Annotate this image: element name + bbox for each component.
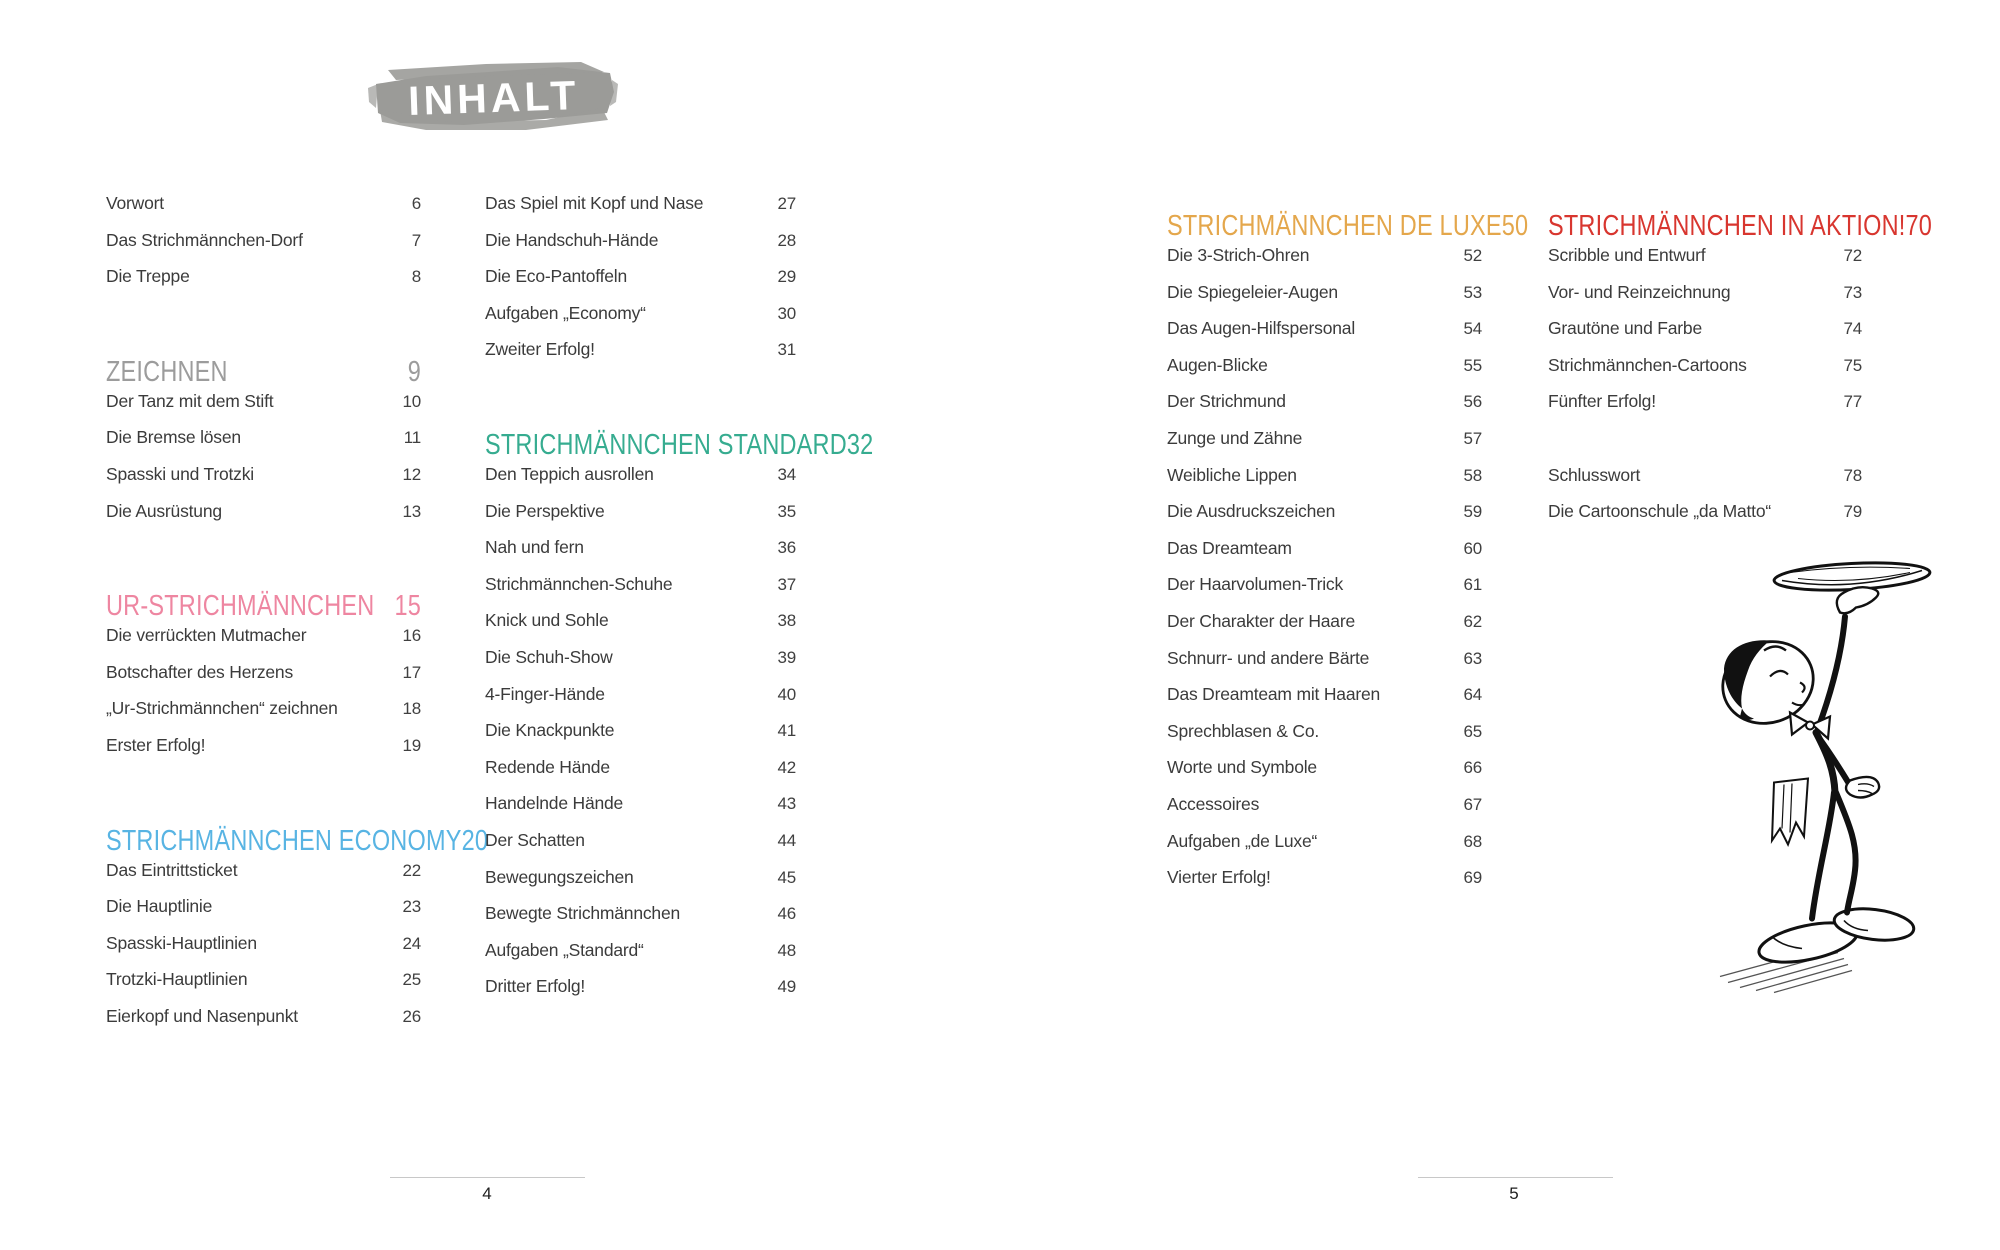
toc-entry-row [1548, 282, 1862, 319]
entry-title: Das Strichmännchen-Dorf [106, 229, 303, 250]
toc-entry-row [485, 684, 796, 721]
toc-section-heading [1167, 185, 1529, 248]
entry-title: Vierter Erfolg! [1167, 867, 1271, 888]
page-ref: 10 [402, 391, 421, 411]
page-ref: 24 [402, 933, 421, 953]
entry-title: Fünfter Erfolg! [1548, 391, 1656, 412]
toc-entry-row [1167, 611, 1482, 648]
page-ref: 6 [411, 194, 421, 213]
toc-entry-row [1548, 318, 1862, 355]
left-footer-rule [390, 1177, 585, 1178]
entry-title: Aufgaben „Economy“ [485, 302, 646, 323]
page-ref: 16 [402, 626, 421, 646]
page-ref: 40 [777, 684, 796, 704]
section-title: STRICHMÄNNCHEN DE LUXE [1167, 209, 1502, 241]
entry-title: Die Treppe [106, 266, 190, 287]
toc-column-4 [1548, 193, 1933, 538]
toc-entry-row [485, 464, 796, 501]
page-ref: 19 [402, 735, 421, 755]
entry-title: Augen-Blicke [1167, 354, 1268, 375]
left-page-number: 4 [482, 1184, 492, 1203]
page-ref: 43 [777, 794, 796, 814]
entry-title: Vor- und Reinzeichnung [1548, 281, 1731, 302]
entry-title: Trotzki-Hauptlinien [106, 969, 248, 990]
toc-entry-row [1167, 538, 1482, 575]
page-ref: 78 [1843, 465, 1862, 485]
toc-entry-row [106, 860, 421, 897]
entry-title: Botschafter des Herzens [106, 661, 294, 682]
toc-entry-row [1167, 391, 1482, 428]
toc-entry-row [1167, 794, 1482, 831]
toc-entry-row [1167, 355, 1482, 392]
toc-entry-row [106, 735, 421, 772]
page-ref: 61 [1463, 575, 1482, 595]
page-ref: 48 [777, 940, 796, 960]
page-ref: 39 [777, 647, 796, 667]
entry-title: Zunge und Zähne [1167, 427, 1303, 448]
entry-title: Weibliche Lippen [1167, 464, 1297, 485]
toc-entry-row [485, 903, 796, 940]
page-ref: 49 [777, 977, 796, 997]
entry-title: Das Eintrittsticket [106, 859, 238, 880]
section-title: UR-STRICHMÄNNCHEN [106, 589, 375, 622]
toc-entry-row [106, 625, 421, 662]
toc-entry-row [106, 464, 421, 501]
entry-title: Vorwort [106, 193, 164, 213]
page-ref: 73 [1843, 282, 1862, 302]
page-ref: 52 [1463, 246, 1482, 265]
toc-entry-row [485, 193, 796, 230]
page-ref: 34 [777, 464, 796, 484]
brush-stroke-icon [366, 50, 620, 138]
entry-title: Der Haarvolumen-Trick [1167, 574, 1344, 595]
entry-title: Accessoires [1167, 793, 1260, 814]
entry-title: Knick und Sohle [485, 610, 609, 631]
page-ref: 69 [1463, 868, 1482, 888]
page-ref: 30 [777, 303, 796, 323]
page-ref: 59 [1463, 502, 1482, 522]
entry-title: Den Teppich ausrollen [485, 463, 654, 484]
entry-title: Nah und fern [485, 537, 584, 558]
entry-title: Die Spiegeleier-Augen [1167, 281, 1338, 302]
page-ref: 50 [1501, 209, 1529, 241]
entry-title: Das Dreamteam mit Haaren [1167, 684, 1381, 705]
entry-title: Bewegungszeichen [485, 866, 634, 887]
entry-title: 4-Finger-Hände [485, 683, 605, 704]
toc-entry-row [1167, 318, 1482, 355]
page-ref: 44 [777, 830, 796, 850]
entry-title: Die Cartoonschule „da Matto“ [1548, 501, 1771, 522]
page-ref: 79 [1843, 502, 1862, 522]
toc-entry-row [485, 976, 796, 1013]
entry-title: Der Tanz mit dem Stift [106, 390, 274, 411]
page-ref: 56 [1463, 392, 1482, 412]
toc-column-2 [485, 193, 874, 1013]
toc-entry-row [1167, 831, 1482, 868]
page-ref: 53 [1463, 282, 1482, 302]
entry-title: Bewegte Strichmännchen [485, 903, 681, 924]
entry-title: Die Ausrüstung [106, 500, 222, 521]
toc-entry-row [1167, 684, 1482, 721]
entry-title: Strichmännchen-Schuhe [485, 573, 673, 594]
entry-title: Die Hauptlinie [106, 896, 213, 917]
entry-title: Das Spiel mit Kopf und Nase [485, 193, 704, 213]
entry-title: Das Dreamteam [1167, 537, 1292, 558]
toc-entry-row [106, 662, 421, 699]
page-ref: 38 [777, 611, 796, 631]
page-ref: 31 [777, 340, 796, 360]
page-ref: 12 [402, 464, 421, 484]
toc-entry-row [485, 230, 796, 267]
entry-title: Sprechblasen & Co. [1167, 720, 1320, 741]
entry-title: Strichmännchen-Cartoons [1548, 354, 1747, 375]
toc-entry-row [485, 793, 796, 830]
toc-column-3 [1167, 193, 1529, 904]
entry-title: Der Schatten [485, 829, 585, 850]
entry-title: Aufgaben „de Luxe“ [1167, 830, 1318, 851]
entry-title: Aufgaben „Standard“ [485, 939, 644, 960]
toc-entry-row [1167, 245, 1482, 282]
right-page-number: 5 [1509, 1184, 1519, 1203]
entry-title: Die Perspektive [485, 500, 605, 521]
page-ref: 17 [402, 662, 421, 682]
page-ref: 62 [1463, 611, 1482, 631]
entry-title: Schlusswort [1548, 464, 1641, 485]
entry-title: Die Knackpunkte [485, 720, 615, 741]
entry-title: Die Eco-Pantoffeln [485, 266, 627, 287]
toc-entry-row [485, 940, 796, 977]
entry-title: Scribble und Entwurf [1548, 245, 1706, 265]
section-title: STRICHMÄNNCHEN STANDARD [485, 428, 847, 460]
page-ref: 32 [846, 428, 874, 460]
toc-entry-row [1167, 282, 1482, 319]
page-ref: 63 [1463, 648, 1482, 668]
entry-title: Die verrückten Mutmacher [106, 625, 307, 646]
toc-entry-row [106, 391, 421, 428]
page-ref: 72 [1843, 246, 1862, 265]
toc-entry-row [1548, 501, 1862, 538]
entry-title: Eierkopf und Nasenpunkt [106, 1005, 298, 1026]
page-ref: 77 [1843, 392, 1862, 412]
entry-title: „Ur-Strichmännchen“ zeichnen [106, 698, 338, 719]
toc-entry-row [1167, 721, 1482, 758]
page-ref: 75 [1843, 355, 1862, 375]
toc-entry-row [106, 896, 421, 933]
entry-title: Handelnde Hände [485, 793, 624, 814]
toc-entry-row [1548, 355, 1862, 392]
toc-entry-row [1167, 501, 1482, 538]
entry-title: Schnurr- und andere Bärte [1167, 647, 1370, 668]
entry-title: Die Ausdruckszeichen [1167, 501, 1336, 522]
toc-entry-row [106, 230, 421, 267]
page-ref: 11 [403, 428, 421, 448]
page-ref: 25 [402, 970, 421, 990]
page-ref: 45 [777, 867, 796, 887]
page-title: INHALT [407, 72, 581, 124]
entry-title: Die 3-Strich-Ohren [1167, 245, 1310, 265]
page-ref: 9 [407, 354, 421, 387]
toc-entry-row [106, 427, 421, 464]
section-title: ZEICHNEN [106, 354, 228, 387]
toc-column-1 [106, 193, 489, 1043]
toc-entry-row [1548, 245, 1862, 282]
page-ref: 67 [1463, 794, 1482, 814]
page-ref: 8 [411, 267, 421, 287]
page-ref: 18 [402, 699, 421, 719]
page-ref: 29 [777, 267, 796, 287]
toc-entry-row [1167, 574, 1482, 611]
toc-section-heading [1548, 185, 1933, 248]
page-ref: 37 [777, 574, 796, 594]
entry-title: Spasski und Trotzki [106, 463, 254, 484]
toc-section-heading [106, 799, 489, 862]
toc-entry-row [485, 303, 796, 340]
page-ref: 28 [777, 230, 796, 250]
toc-section-heading [106, 565, 421, 628]
right-footer-rule [1418, 1177, 1613, 1178]
toc-entry-row [106, 266, 421, 303]
toc-entry-row [106, 501, 421, 538]
page-ref: 70 [1905, 209, 1933, 241]
entry-title: Zweiter Erfolg! [485, 339, 595, 360]
toc-entry-row [1167, 648, 1482, 685]
toc-spacer [1548, 428, 1862, 465]
entry-title: Erster Erfolg! [106, 734, 206, 755]
page-ref: 57 [1463, 428, 1482, 448]
entry-title: Die Schuh-Show [485, 646, 613, 667]
toc-entry-row [485, 720, 796, 757]
page-ref: 35 [777, 501, 796, 521]
section-title: STRICHMÄNNCHEN ECONOMY [106, 823, 462, 856]
entry-title: Der Strichmund [1167, 391, 1286, 412]
toc-entry-row [1167, 465, 1482, 502]
toc-entry-row [485, 266, 796, 303]
page-ref: 54 [1463, 319, 1482, 339]
entry-title: Die Bremse lösen [106, 427, 241, 448]
entry-title: Der Charakter der Haare [1167, 610, 1355, 631]
entry-title: Worte und Symbole [1167, 757, 1317, 778]
toc-entry-row [485, 537, 796, 574]
toc-entry-row [106, 933, 421, 970]
waiter-illustration [1712, 538, 1992, 1003]
page-ref: 36 [777, 538, 796, 558]
toc-section-heading [485, 404, 874, 467]
entry-title: Dritter Erfolg! [485, 976, 586, 997]
toc-entry-row [106, 193, 421, 230]
page-ref: 58 [1463, 465, 1482, 485]
page-ref: 7 [411, 230, 421, 250]
toc-entry-row [485, 501, 796, 538]
page-ref: 65 [1463, 721, 1482, 741]
entry-title: Redende Hände [485, 756, 610, 777]
page-ref: 64 [1463, 685, 1482, 705]
toc-entry-row [485, 647, 796, 684]
page-ref: 66 [1463, 758, 1482, 778]
toc-entry-row [485, 610, 796, 647]
page-ref: 20 [461, 823, 489, 856]
toc-entry-row [1167, 867, 1482, 904]
toc-section-heading [106, 331, 421, 394]
toc-entry-row [1548, 391, 1862, 428]
page-ref: 23 [402, 897, 421, 917]
toc-entry-row [485, 757, 796, 794]
toc-entry-row [1167, 757, 1482, 794]
entry-title: Spasski-Hauptlinien [106, 932, 257, 953]
inhalt-title-badge [366, 50, 620, 138]
page-ref: 74 [1843, 319, 1862, 339]
toc-entry-row [485, 867, 796, 904]
entry-title: Das Augen-Hilfspersonal [1167, 318, 1356, 339]
toc-entry-row [106, 698, 421, 735]
page-ref: 55 [1463, 355, 1482, 375]
page-ref: 13 [402, 501, 421, 521]
toc-entry-row [1548, 465, 1862, 502]
toc-entry-row [485, 339, 796, 376]
entry-title: Die Handschuh-Hände [485, 229, 659, 250]
toc-entry-row [485, 574, 796, 611]
page-ref: 26 [402, 1006, 421, 1026]
entry-title: Grautöne und Farbe [1548, 318, 1703, 339]
toc-entry-row [106, 969, 421, 1006]
page-ref: 60 [1463, 538, 1482, 558]
page-ref: 46 [777, 904, 796, 924]
toc-entry-row [106, 1006, 421, 1043]
section-title: STRICHMÄNNCHEN IN AKTION! [1548, 209, 1906, 241]
page-ref: 15 [394, 589, 421, 622]
page-ref: 41 [777, 721, 796, 741]
toc-entry-row [1167, 428, 1482, 465]
page-ref: 68 [1463, 831, 1482, 851]
page-ref: 22 [402, 860, 421, 880]
stick-figure-waiter-icon [1712, 538, 1992, 1003]
toc-entry-row [485, 830, 796, 867]
page-ref: 42 [777, 757, 796, 777]
page-ref: 27 [777, 194, 796, 213]
